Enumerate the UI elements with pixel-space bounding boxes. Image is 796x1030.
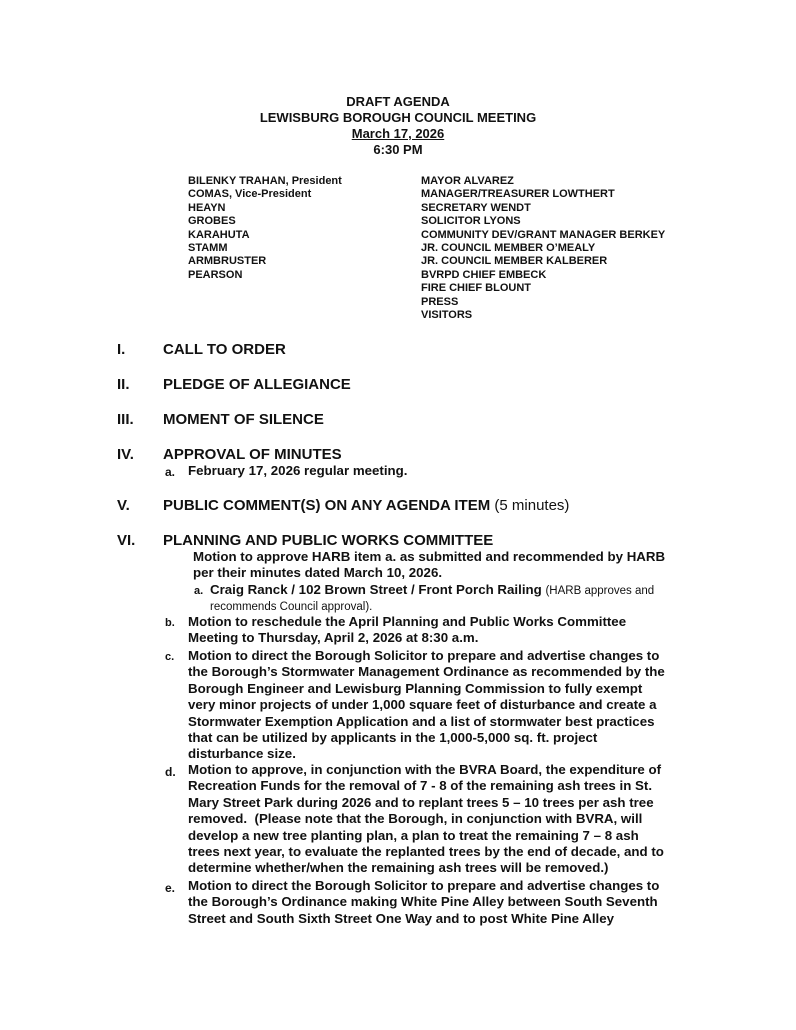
item-label: a.: [165, 465, 176, 479]
harb-item-title: Craig Ranck / 102 Brown Street / Front Porch Railing: [210, 582, 542, 597]
harb-item-a: [210, 582, 654, 599]
staff-list: [421, 175, 665, 322]
section-title: PUBLIC COMMENT(S) ON ANY AGENDA ITEM: [163, 497, 491, 514]
staff-member: COMMUNITY DEV/GRANT MANAGER BERKEY: [421, 228, 666, 241]
item-line: very minor projects of under 1,000 square feet of disturbance and create a: [188, 697, 657, 713]
item-line: the Borough’s Ordinance making White Pine Alley between South Seventh: [188, 894, 658, 910]
item-line: removed. (Please note that the Borough, in conjunction with BVRA, will: [188, 811, 643, 827]
item-line: Mary Street Park during 2026 and to replant trees 5 – 10 trees per ash tree: [188, 794, 654, 810]
section-title: APPROVAL OF MINUTES: [163, 446, 342, 463]
section-title: PLANNING AND PUBLIC WORKS COMMITTEE: [163, 532, 494, 549]
staff-member: PRESS: [421, 295, 459, 308]
section-title: CALL TO ORDER: [163, 341, 286, 358]
item-line: determine whether/when the remaining ash trees will be removed.): [188, 860, 609, 876]
section-number: V.: [117, 497, 130, 514]
staff-member: MANAGER/TREASURER LOWTHERT: [421, 188, 615, 201]
council-member: PEARSON: [188, 268, 243, 281]
item-line: Motion to direct the Borough Solicitor to prepare and advertise changes to: [188, 648, 660, 663]
item-line: trees next year, to evaluate the replanted trees by the end of decade, and to: [188, 844, 664, 860]
agenda-item-b: [188, 614, 626, 647]
item-line: Motion to direct the Borough Solicitor to prepare and advertise changes to: [188, 878, 660, 893]
item-line: that can be utilized by applicants in the 1,000-5,000 sq. ft. project: [188, 730, 598, 746]
council-list: [188, 175, 342, 282]
council-member: HEAYN: [188, 201, 226, 214]
section-title: MOMENT OF SILENCE: [163, 411, 324, 428]
item-label: a.: [194, 585, 204, 597]
meeting-time: 6:30 PM: [373, 142, 423, 157]
staff-member: JR. COUNCIL MEMBER KALBERER: [421, 255, 608, 268]
harb-item-note: (HARB approves and: [545, 585, 655, 597]
staff-member: FIRE CHIEF BLOUNT: [421, 282, 531, 295]
section-number: III.: [117, 411, 134, 428]
harb-item-note-cont: recommends Council approval).: [210, 601, 373, 613]
staff-member: VISITORS: [421, 309, 473, 322]
council-member: STAMM: [188, 242, 228, 255]
staff-member: JR. COUNCIL MEMBER O’MEALY: [421, 242, 596, 255]
item-label: d.: [165, 765, 176, 779]
harb-motion-line: Motion to approve HARB item a. as submitted and recommended by HARB: [193, 549, 666, 564]
meeting-date: March 17, 2026: [351, 126, 445, 141]
section-number: II.: [117, 376, 130, 393]
item-line: the Borough’s Stormwater Management Ordinance as recommended by the: [188, 664, 665, 680]
council-member: KARAHUTA: [188, 228, 250, 241]
doc-title: DRAFT AGENDA: [346, 94, 450, 109]
staff-member: BVRPD CHIEF EMBECK: [421, 268, 547, 281]
item-label: b.: [165, 617, 175, 629]
harb-motion-line: per their minutes dated March 10, 2026.: [193, 565, 443, 580]
item-line: Stormwater Exemption Application and a list of stormwater best practices: [188, 713, 655, 729]
item-line: Recreation Funds for the removal of 7 - 8 of the remaining ash trees in St.: [188, 778, 653, 794]
minutes-item: February 17, 2026 regular meeting.: [188, 463, 408, 478]
item-line: Street and South Sixth Street One Way and to post White Pine Alley: [188, 910, 615, 926]
section-number: I.: [117, 341, 126, 358]
item-line: Motion to approve, in conjunction with the BVRA Board, the expenditure of: [188, 762, 662, 777]
meeting-date-row: [0, 126, 796, 142]
section-number: IV.: [117, 446, 134, 463]
agenda-item-d: [188, 762, 664, 877]
agenda-item-c: [188, 648, 665, 763]
council-member: GROBES: [188, 215, 236, 228]
item-line: Borough Engineer and Lewisburg Planning Commission to fully exempt: [188, 680, 643, 696]
meeting-name: LEWISBURG BOROUGH COUNCIL MEETING: [259, 110, 537, 125]
council-member: ARMBRUSTER: [188, 255, 267, 268]
item-line: Meeting to Thursday, April 2, 2026 at 8:30 a.m.: [188, 630, 479, 646]
staff-member: MAYOR ALVAREZ: [421, 175, 514, 187]
item-line: disturbance size.: [188, 746, 296, 762]
section-title: PLEDGE OF ALLEGIANCE: [163, 376, 351, 393]
item-line: Motion to reschedule the April Planning and Public Works Committee: [188, 614, 627, 629]
staff-member: SECRETARY WENDT: [421, 201, 531, 214]
item-label: c.: [165, 651, 175, 663]
staff-member: SOLICITOR LYONS: [421, 215, 521, 228]
item-line: develop a new tree planting plan, a plan to treat the remaining 7 – 8 ash: [188, 827, 639, 843]
council-member: BILENKY TRAHAN, President: [188, 175, 342, 187]
item-label: e.: [165, 881, 176, 895]
section-note: (5 minutes): [494, 497, 570, 514]
section-number: VI.: [117, 532, 136, 549]
council-member: COMAS, Vice-President: [188, 188, 312, 201]
agenda-item-e: [188, 878, 659, 927]
section-title-row: [163, 497, 569, 514]
